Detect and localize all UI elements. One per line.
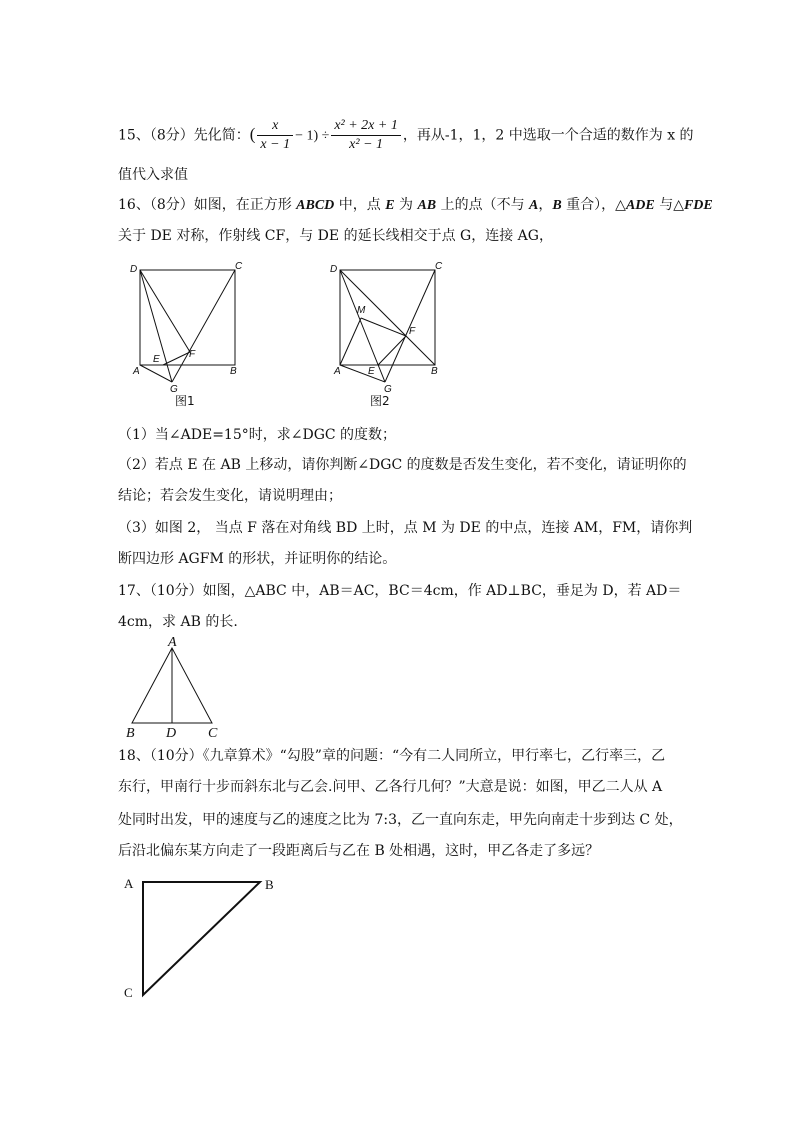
- q16-figure-2: [340, 270, 435, 382]
- q18-line1: 18、（10分）《九章算术》“勾股”章的问题：“今有二人同所立，甲行率七，乙行率三，乙: [118, 748, 666, 764]
- fig2-label-f: F: [409, 326, 416, 337]
- q16-part2-line1: （2）若点 E 在 AB 上移动，请你判断∠DGC 的度数是否发生变化，若不变化，请证明你的: [118, 457, 687, 473]
- q18-figure: [143, 882, 260, 995]
- q16-part3-line1: （3）如图 2， 当点 F 落在对角线 BD 上时，点 M 为 DE 的中点，连接 AM，FM，请你判: [118, 520, 693, 536]
- q15-frac1-denominator: x − 1: [260, 137, 291, 152]
- q17-line1: 17、（10分）如图，△ABC 中，AB＝AC，BC＝4cm，作 AD⊥BC，垂足为 D，若 AD＝: [118, 583, 682, 599]
- q16-var: A: [529, 198, 539, 213]
- q16-part3-line2: 断四边形 AGFM 的形状，并证明你的结论。: [118, 551, 397, 567]
- fig1-label-b: B: [230, 366, 237, 377]
- fig2-label-d: D: [330, 264, 338, 275]
- q16-text: 重合），△: [561, 197, 626, 213]
- q17-line2: 4cm，求 AB 的长.: [118, 614, 238, 630]
- q18-line2: 东行，甲南行十步而斜东北与乙会.问甲、乙各行几何？”大意是说：如图，甲乙二人从 A: [118, 779, 663, 795]
- q16-part2-line2: 结论；若会发生变化，请说明理由；: [118, 488, 342, 504]
- diagonal-bd: [340, 270, 435, 365]
- q16-var: FDE: [683, 198, 713, 213]
- q17-label-b: B: [126, 726, 135, 741]
- q18-label-c: C: [124, 985, 133, 1000]
- q17-figure: [132, 648, 212, 723]
- fig1-label-g: G: [170, 384, 178, 395]
- fig2-label-m: M: [357, 305, 366, 316]
- q18-line4: 后沿北偏东某方向走了一段距离后与乙在 B 处相遇，这时，甲乙各走了多远？: [118, 843, 600, 859]
- q16-var: ADE: [625, 198, 655, 213]
- fig1-label-d: D: [130, 264, 138, 275]
- q16-line2: 关于 DE 对称，作射线 CF，与 DE 的延长线相交于点 G，连接 AG，: [118, 228, 553, 244]
- q16-var: E: [385, 198, 395, 213]
- fig1-label-f: F: [189, 349, 196, 360]
- fig1-label-c: C: [235, 261, 243, 272]
- fig1-caption: 图1: [175, 394, 195, 408]
- q16-var: ABCD: [296, 198, 335, 213]
- fig1-label-a: A: [133, 366, 140, 377]
- q16-figure-1: [140, 270, 235, 382]
- q16-figure-2-labels: [330, 261, 443, 408]
- q18-line3: 处同时出发，甲的速度与乙的速度之比为 7:3，乙一直向东走，甲先向南走十步到达 C 处，: [118, 812, 683, 828]
- square-abcd: [140, 270, 235, 365]
- segment-df: [140, 270, 190, 352]
- fig2-caption: 图2: [370, 394, 390, 408]
- fig1-label-e: E: [153, 354, 160, 365]
- segment-ag-2: [340, 365, 385, 382]
- segment-ag: [140, 365, 172, 382]
- segment-mf: [361, 318, 406, 336]
- fig2-label-e: E: [368, 366, 375, 377]
- q16-text: ，: [538, 197, 553, 213]
- q15-frac1-numerator: x: [257, 117, 293, 136]
- q16-text: 16、（8分）如图，在正方形: [118, 197, 297, 213]
- q17-label-c: C: [208, 726, 218, 741]
- q15-frac2-numerator: x² + 2x + 1: [331, 117, 401, 136]
- q17-label-a: A: [168, 635, 177, 650]
- triangle-acb: [143, 882, 260, 995]
- q16-text: 上的点（不与: [436, 197, 530, 213]
- segment-am: [340, 318, 361, 365]
- q18-label-a: A: [124, 876, 134, 891]
- q16-text: 与△: [654, 197, 684, 213]
- q15-minus-one: − 1) ÷: [295, 128, 330, 144]
- q18-label-b: B: [265, 877, 274, 892]
- fig2-label-c: C: [435, 261, 443, 272]
- q16-text: 中，点: [334, 197, 386, 213]
- q15-suffix: ，再从-1，1，2 中选取一个合适的数作为 x 的: [402, 127, 694, 144]
- segment-ef-2: [378, 336, 406, 365]
- q16-var: B: [552, 198, 562, 213]
- q15-line2: 值代入求值: [118, 167, 188, 183]
- q15-frac2-denominator: x² − 1: [349, 137, 384, 152]
- fig2-label-a: A: [334, 366, 341, 377]
- q17-label-d: D: [166, 726, 177, 741]
- q16-text: 为: [394, 197, 418, 213]
- q15-prefix: 15、（8分）先化简：: [118, 127, 250, 144]
- q16-figure-1-labels: [130, 261, 243, 408]
- q15-open-paren: (: [249, 124, 256, 144]
- fig2-label-b: B: [431, 366, 438, 377]
- fig2-label-g: G: [384, 384, 392, 395]
- q16-var: AB: [417, 198, 437, 213]
- q18-figure-labels: [124, 876, 274, 1000]
- q16-part1: （1）当∠ADE=15°时，求∠DGC 的度数；: [118, 427, 397, 443]
- segment-ef: [163, 352, 190, 365]
